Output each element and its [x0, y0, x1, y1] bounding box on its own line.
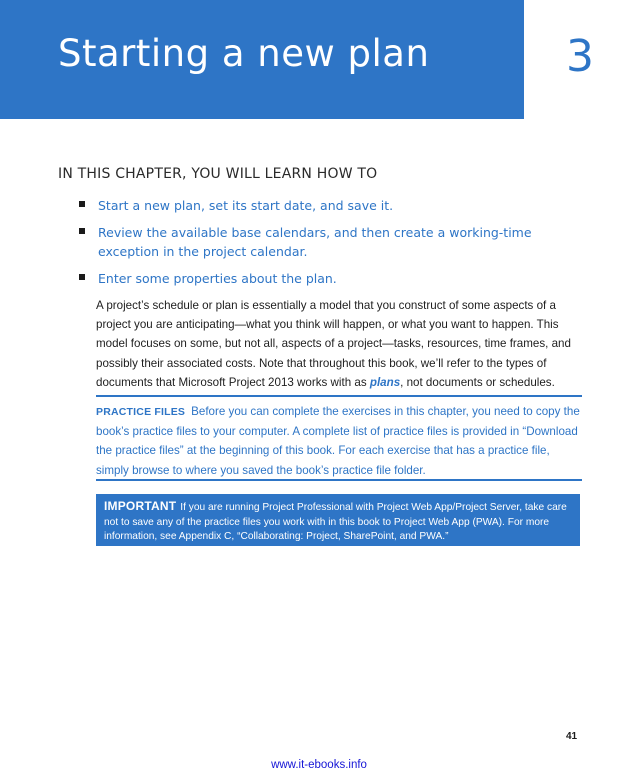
important-text: If you are running Project Professional with Project Web App/Project Server, take care not to save any of the practice files you work with in this book to Project Web App (PWA). For more information, see Appendix C, “Collaborating: Project, SharePoint, and PWA.” [104, 502, 567, 542]
intro-text-after: , not documents or schedules. [400, 375, 555, 389]
intro-text-before: A project’s schedule or plan is essentially a model that you construct of some aspects of a project you are anticipating—what you think will happen, or what you want to happen. This model focuses on some, but not all, aspects of a project—tasks, resources, time frames, and possibly their associated costs. Note that throughout this book, we’ll refer to the types of documents that Microsoft Project 2013 works with as [96, 299, 571, 389]
important-label: IMPORTANT [104, 499, 177, 513]
intro-emphasis: plans [369, 375, 401, 389]
chapter-title: Starting a new plan [58, 32, 430, 75]
list-item [58, 223, 578, 261]
important-note-box [96, 494, 580, 546]
practice-files-label: PRACTICE FILES [96, 406, 186, 418]
practice-files-text: Before you can complete the exercises in this chapter, you need to copy the book’s practice files to your computer. A complete list of practice files is provided in “Download the practice files” at the beginning of this book. For each exercise that has a practice file, simply browse to where you saved the book’s practice file folder. [96, 405, 580, 477]
list-item-text: Start a new plan, set its start date, and save it. [98, 198, 394, 213]
chapter-number: 3 [566, 31, 594, 82]
learning-objectives-list [58, 196, 578, 296]
list-item-text: Enter some properties about the plan. [98, 271, 337, 286]
learn-heading: IN THIS CHAPTER, YOU WILL LEARN HOW TO [58, 166, 378, 182]
list-item [58, 269, 578, 288]
intro-paragraph [96, 296, 582, 392]
footer-link[interactable]: www.it-ebooks.info [271, 759, 367, 771]
square-bullet-icon [79, 228, 85, 234]
list-item [58, 196, 578, 215]
list-item-text: Review the available base calendars, and then create a working-time exception in the project calendar. [98, 225, 532, 259]
chapter-banner [0, 0, 524, 119]
practice-files-box [96, 395, 582, 481]
page-number: 41 [566, 731, 578, 742]
square-bullet-icon [79, 274, 85, 280]
square-bullet-icon [79, 201, 85, 207]
